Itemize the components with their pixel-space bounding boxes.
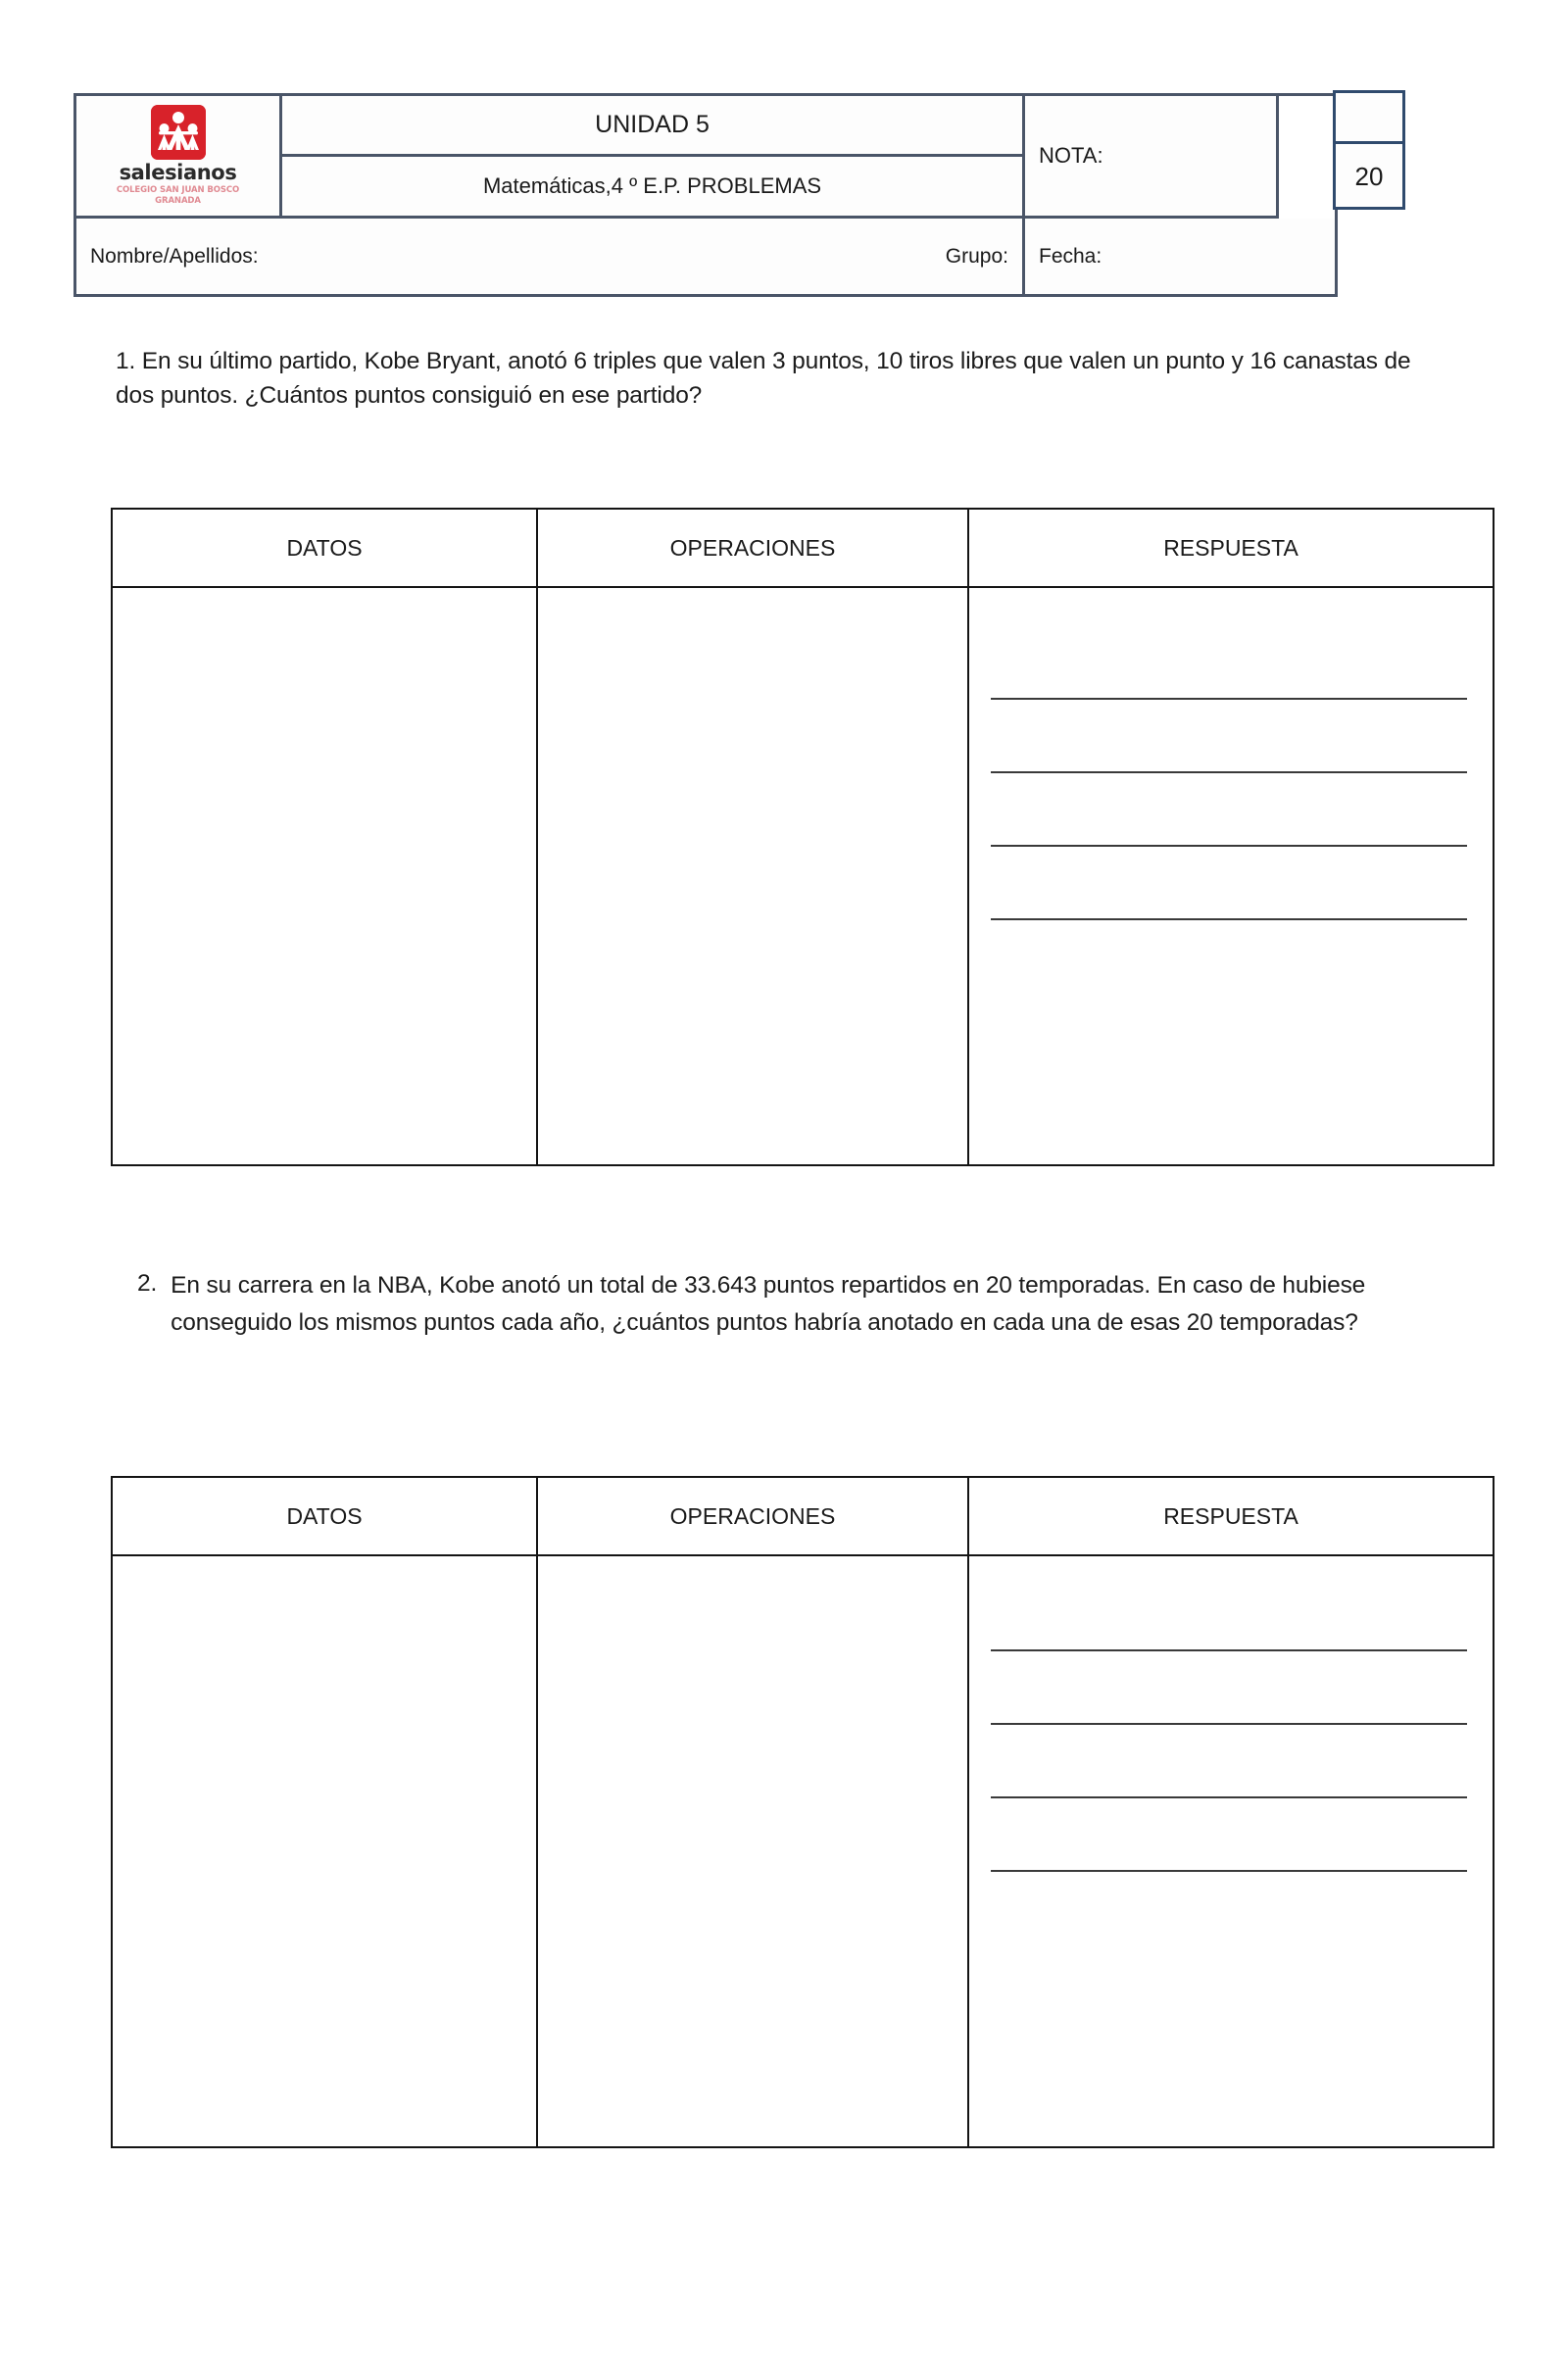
writing-line [991,771,1467,773]
problem-1-work-table [111,508,1494,1166]
table-body-row [113,1556,1493,2146]
header-table [74,93,1338,297]
writing-line [991,1870,1467,1872]
writing-line [991,918,1467,920]
unit-title-cell: UNIDAD 5 [282,96,1025,157]
table-header-row [113,1478,1493,1556]
logo-subtitle-line2: GRANADA [155,196,201,206]
grade-value: 20 [1354,162,1384,191]
column-header-respuesta: RESPUESTA [1163,534,1298,561]
table-header-row [113,510,1493,588]
datos-answer-area[interactable] [113,588,538,1164]
column-header-operaciones: OPERACIONES [538,510,969,586]
nota-label-cell: NOTA: [1025,96,1279,219]
operaciones-answer-area[interactable] [538,588,969,1164]
table-body-row [113,588,1493,1164]
respuesta-answer-area[interactable] [969,1556,1493,2146]
school-logo-cell [76,96,282,219]
problem-1-statement: 1. En su último partido, Kobe Bryant, anotó 6 triples que valen 3 puntos, 10 tiros libres que valen un punto y 16 canastas de dos puntos. ¿Cuántos puntos consiguió en ese partido? [116,348,1411,409]
problem-2-number: 2. [137,1270,158,1297]
column-header-respuesta: RESPUESTA [1163,1502,1298,1529]
subject-title-cell: Matemáticas,4 º E.P. PROBLEMAS [282,157,1025,219]
respuesta-answer-area[interactable] [969,588,1493,1164]
group-label: Grupo: [945,244,1008,268]
column-header-datos: DATOS [113,1478,538,1554]
respuesta-writing-lines [991,698,1467,992]
operaciones-answer-area[interactable] [538,1556,969,2146]
writing-line [991,1723,1467,1725]
writing-line [991,1796,1467,1798]
date-field-cell[interactable] [1025,219,1335,294]
logo-brand-text: salesianos [119,161,237,185]
salesianos-logo-icon [151,105,206,160]
writing-line [991,698,1467,700]
problem-2-text: En su carrera en la NBA, Kobe anotó un total de 33.643 puntos repartidos en 20 temporadas. En caso de hubiese conseguido los mismos puntos cada año, ¿cuántos puntos habría anotado en cada una de esas 20 temporadas? [171,1272,1366,1336]
datos-answer-area[interactable] [113,1556,538,2146]
writing-line [991,1649,1467,1651]
column-header-datos: DATOS [113,510,538,586]
column-header-operaciones: OPERACIONES [538,1478,969,1554]
name-label: Nombre/Apellidos: [90,244,259,268]
writing-line [991,845,1467,847]
grade-box-empty-cell [1336,93,1402,144]
problem-2-statement [137,1267,1441,1341]
grade-box [1333,90,1405,210]
date-label: Fecha: [1039,244,1102,268]
respuesta-writing-lines [991,1649,1467,1943]
problem-2-work-table [111,1476,1494,2148]
logo-subtitle-line1: COLEGIO SAN JUAN BOSCO [116,185,240,196]
name-field-cell[interactable] [76,219,1025,294]
